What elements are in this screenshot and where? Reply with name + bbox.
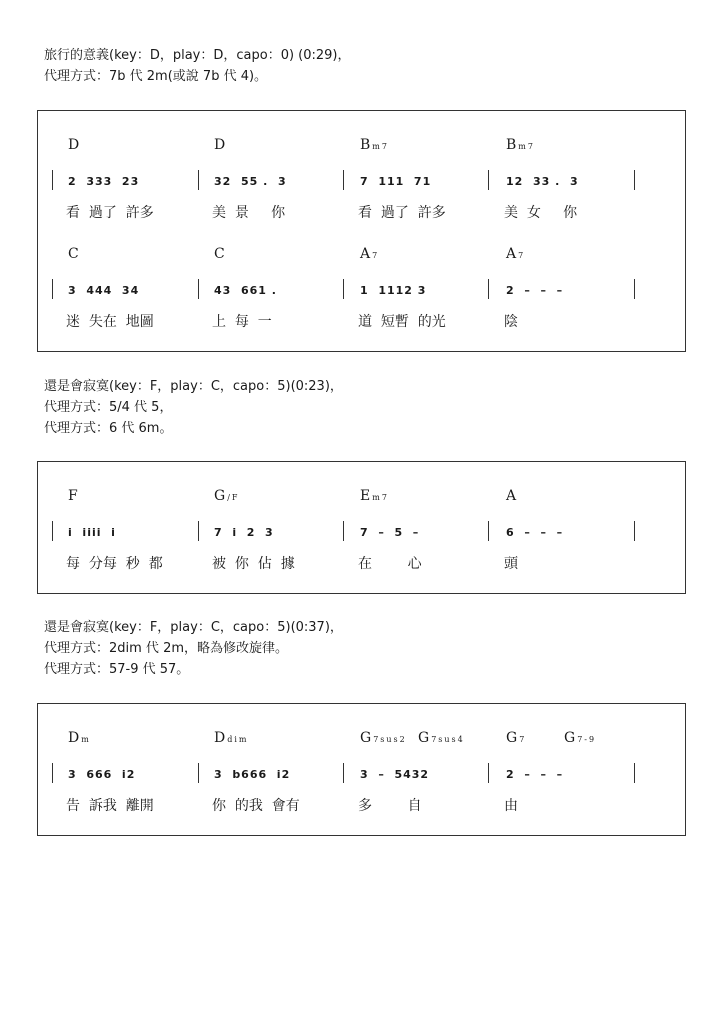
bar-line <box>52 763 53 783</box>
bar-line <box>198 279 199 299</box>
section-2-note-2: 代理方式：6 代 6m。 <box>44 421 173 436</box>
score-box-1 <box>37 110 686 352</box>
chord-label: G 7sus4 <box>418 730 465 746</box>
section-1-title: 旅行的意義(key：D，play：D，capo：0) (0:29)， <box>44 48 351 63</box>
lyric-line: 在 心 <box>358 556 422 572</box>
chord-label: Ddim <box>214 730 249 746</box>
measure-notes: 3 666 i2 <box>68 768 136 781</box>
section-3-title: 還是會寂寞(key：F，play：C，capo：5)(0:37)， <box>44 620 343 635</box>
measure-notes: 32 55 . 3 <box>214 175 287 188</box>
bar-line <box>198 521 199 541</box>
section-2-title: 還是會寂寞(key：F，play：C，capo：5)(0:23)， <box>44 379 343 394</box>
bar-line <box>343 279 344 299</box>
bar-line <box>488 763 489 783</box>
chord-label: A 7 <box>360 246 380 262</box>
bar-line <box>343 521 344 541</box>
score-box-3 <box>37 703 686 836</box>
measure-notes: 43 661 . <box>214 284 277 297</box>
chord-label: G 7sus2 <box>360 730 407 746</box>
lyric-line: 頭 <box>504 556 518 572</box>
section-3-note-2: 代理方式：57-9 代 57。 <box>44 662 190 677</box>
bar-line <box>198 170 199 190</box>
chord-label: A <box>506 488 517 504</box>
chord-label: F <box>68 488 78 504</box>
lyric-line: 美 景 你 <box>212 205 286 221</box>
lyric-line: 看 過了 許多 <box>66 205 154 221</box>
bar-line <box>343 763 344 783</box>
score-box-2 <box>37 461 686 594</box>
measure-notes: 1 1112 3 <box>360 284 427 297</box>
lyric-line: 美 女 你 <box>504 205 578 221</box>
lyric-line: 上 每 一 <box>212 314 272 330</box>
bar-line <box>634 279 635 299</box>
measure-notes: 6 – – – <box>506 526 564 539</box>
section-1-note-1: 代理方式：7b 代 2m(或說 7b 代 4)。 <box>44 69 268 84</box>
lyric-line: 道 短暫 的光 <box>358 314 446 330</box>
bar-line <box>198 763 199 783</box>
section-2-note-1: 代理方式：5/4 代 5， <box>44 400 173 415</box>
lyric-line: 看 過了 許多 <box>358 205 446 221</box>
lyric-line: 被 你 佔 據 <box>212 556 295 572</box>
bar-line <box>343 170 344 190</box>
chord-label: G 7 <box>506 730 527 746</box>
lyric-line: 告 訴我 離開 <box>66 798 154 814</box>
chord-label: Bm7 <box>360 137 389 153</box>
chord-label: Em7 <box>360 488 389 504</box>
lyric-line: 多 自 <box>358 798 422 814</box>
bar-line <box>488 170 489 190</box>
chord-label: C <box>214 246 225 262</box>
chord-label: G /F <box>214 488 240 504</box>
chord-label: D <box>214 137 226 153</box>
bar-line <box>488 521 489 541</box>
bar-line <box>52 170 53 190</box>
measure-notes: i iiii i <box>68 526 116 539</box>
measure-notes: 7 i 2 3 <box>214 526 274 539</box>
lyric-line: 每 分每 秒 都 <box>66 556 163 572</box>
measure-notes: 3 – 5432 <box>360 768 430 781</box>
bar-line <box>52 521 53 541</box>
chord-label: Bm7 <box>506 137 535 153</box>
bar-line <box>634 521 635 541</box>
measure-notes: 2 – – – <box>506 768 564 781</box>
measure-notes: 3 b666 i2 <box>214 768 291 781</box>
measure-notes: 2 – – – <box>506 284 564 297</box>
lyric-line: 迷 失在 地圖 <box>66 314 154 330</box>
bar-line <box>488 279 489 299</box>
bar-line <box>634 763 635 783</box>
lyric-line: 你 的我 會有 <box>212 798 300 814</box>
chord-label: A 7 <box>506 246 526 262</box>
measure-notes: 7 111 71 <box>360 175 432 188</box>
measure-notes: 3 444 34 <box>68 284 140 297</box>
bar-line <box>634 170 635 190</box>
chord-label: C <box>68 246 79 262</box>
bar-line <box>52 279 53 299</box>
measure-notes: 7 – 5 – <box>360 526 420 539</box>
measure-notes: 12 33 . 3 <box>506 175 579 188</box>
section-3-note-1: 代理方式：2dim 代 2m，略為修改旋律。 <box>44 641 288 656</box>
chord-label: Dm <box>68 730 91 746</box>
chord-label: G 7-9 <box>564 730 597 746</box>
lyric-line: 陰 <box>504 314 518 330</box>
lyric-line: 由 <box>504 798 518 814</box>
chord-label: D <box>68 137 80 153</box>
measure-notes: 2 333 23 <box>68 175 140 188</box>
